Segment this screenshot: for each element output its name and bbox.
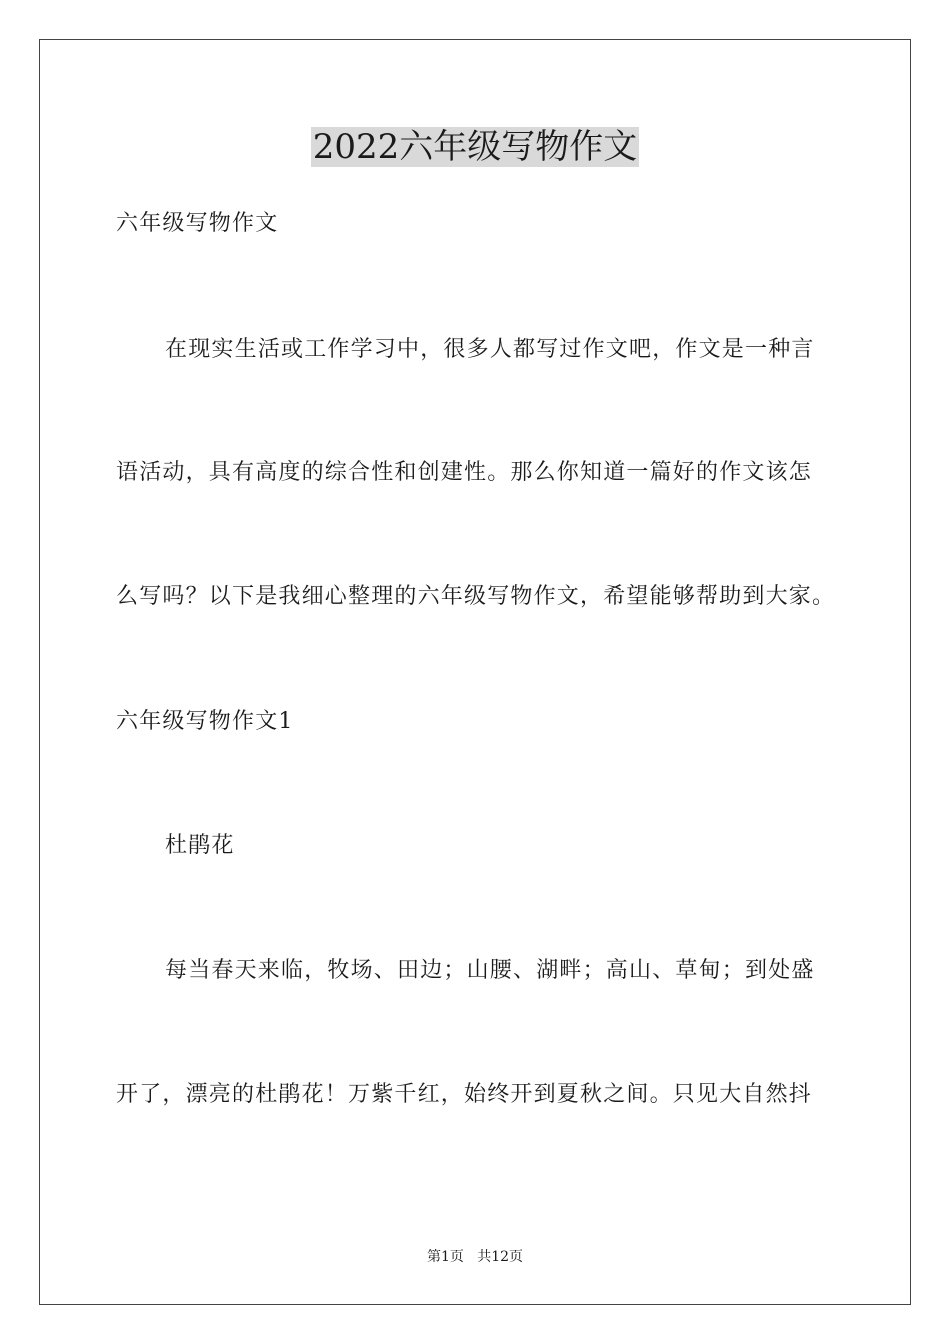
section-heading: 六年级写物作文1: [116, 709, 294, 734]
body-line-1: 每当春天来临，牧场、田边；山腰、湖畔；高山、草甸；到处盛: [165, 958, 815, 983]
document-title-text: 2022六年级写物作文: [312, 127, 638, 167]
body-line-2: 开了，漂亮的杜鹃花！万紫千红，始终开到夏秋之间。只见大自然抖: [116, 1082, 813, 1107]
intro-line-3: 么写吗？以下是我细心整理的六年级写物作文，希望能够帮助到大家。: [116, 584, 836, 609]
page-footer: 第1页 共12页: [426, 1249, 524, 1265]
essay-title: 杜鹃花: [165, 833, 235, 858]
intro-line-2: 语活动，具有高度的综合性和创建性。那么你知道一篇好的作文该怎: [116, 460, 813, 485]
document-title: [0, 124, 950, 170]
document-subtitle: 六年级写物作文: [116, 211, 279, 236]
intro-line-1: 在现实生活或工作学习中，很多人都写过作文吧，作文是一种言: [165, 337, 815, 362]
